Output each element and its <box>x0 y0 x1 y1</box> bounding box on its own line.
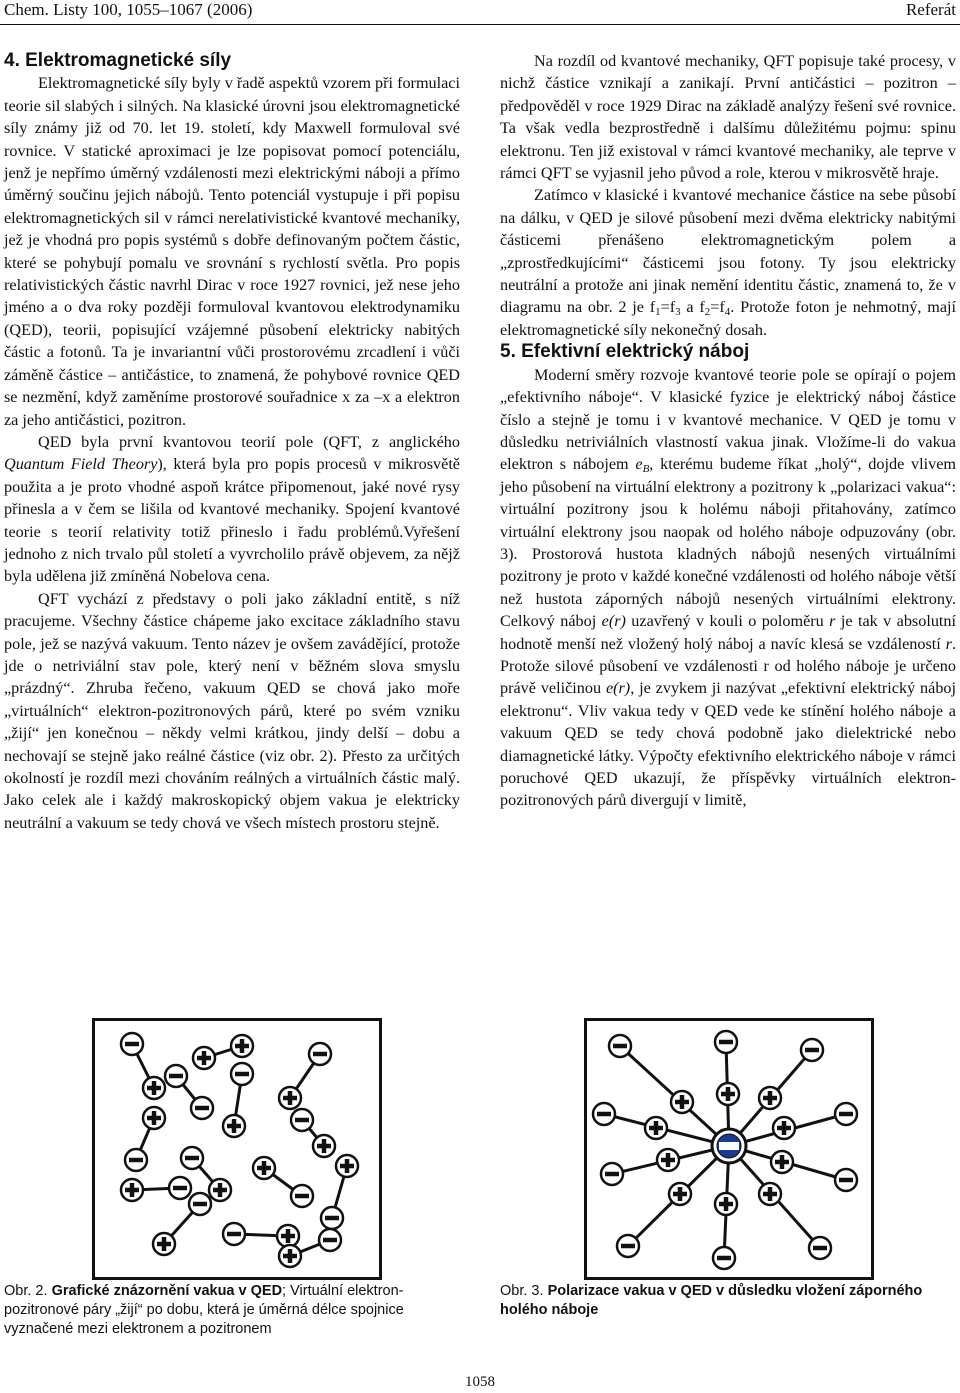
electron-icon <box>231 1063 253 1085</box>
electron-icon <box>291 1185 313 1207</box>
positron-icon <box>717 1083 739 1105</box>
article-type: Referát <box>905 0 956 19</box>
positron-icon <box>279 1245 301 1267</box>
header-rule <box>0 24 960 25</box>
electron-icon <box>809 1237 831 1259</box>
paragraph: Moderní směry rozvoje kvantové teorie pole se opírají o pojem „efektivního náboje“. V klasické fyzice je elektrický náboj částice číslo a stejně je tomu i v kvantové mechanice. V QED je tomu v důsledku netriviálních vlastností vakua jinak. Vložíme-li do vakua elektron s nábojem $e_B$, kterému budeme říkat „holý“, dojde vlivem jeho působení na virtuální elektrony a pozitrony k „polarizaci vakua“: virtuální pozitrony jsou k holému náboji přitahovány, zatímco virtuální elektrony jsou naopak od holého náboje odpuzovány (obr. 3). Prostorová hustota kladných nábojů nesených virtuálními pozitrony je proto v každé konečné vzdálenosti od holého náboje větší než hustota záporných nábojů nesených virtuálními elektrony. Celkový náboj e(r) uzavřený v kouli o poloměru r je tak v absolutní hodnotě menší než vložený holý náboj a navíc klesá se vzdáleností r. Protože silové působení ve vzdálenosti r od holého náboje je určeno právě veličinou e(r), je zvykem ji nazývat „efektivní elektrický náboj elektronu“. Vliv vakua tedy v QED vede ke stínění holého náboje a vakuum QED se tedy chová podobně jako dielektrické nebo diamagnetické látky. Výpočty efektivního elektrického náboje v rámci poruchové QED ukazují, že příspěvky virtuálních elektron-pozitronových párů divergují v limitě, <box>500 365 957 810</box>
positron-icon <box>313 1135 335 1157</box>
positron-icon <box>121 1179 143 1201</box>
electron-icon <box>593 1103 615 1125</box>
electron-icon <box>835 1169 857 1191</box>
positron-icon <box>645 1117 667 1139</box>
electron-icon <box>319 1229 341 1251</box>
positron-icon <box>669 1183 691 1205</box>
positron-icon <box>759 1087 781 1109</box>
paragraph: Elektromagnetické síly byly v řadě aspektů vzorem při formulaci teorie sil slabých i silných. Na klasické úrovni jsou elektromagnetické síly známy již od 70. let 19. století, kdy Maxwell formuloval své rovnice. V statické aproximaci je lze popisovat pomocí potenciálu, jenž je nepřímo úměrný vzdálenosti mezi elektrickými náboji a přímo úměrný součinu jejich nábojů. Tento potenciál vystupuje i při popisu elektromagnetických sil v rámci nerelativistické kvantové mechaniky, jež je vhodná pro popis systémů s dobře definovaným počtem částic, které se pohybují pomalu ve srovnání s rychlostí světla. Pro popis relativistických částic navrhl Dirac v roce 1927 rovnici, jež nese jeho jméno a o dva roky později formuloval kvantovou elektrodynamiku (QED), teorii, popisující vzájemné působení elektricky nabitých částic a fotonů. Ta je invariantní vůči prostorovému zrcadlení i vůči záměně částice – antičástice, to znamená, že pohybové rovnice QED se nezmění, když zaměníme prostorové souřadnice x za –x a elektron za jeho antičástici, pozitron. <box>4 74 460 429</box>
electron-icon <box>713 1247 735 1269</box>
electron-icon <box>189 1193 211 1215</box>
paragraph: Zatímco v klasické i kvantové mechanice částice na sebe působí na dálku, v QED je silové působení mezi dvěma elektricky nabitými částicemi přenášeno elektromagnetickým polem a „zprostředkujícími“ částicemi jsou fotony. Ty jsou elektricky neutrální a protože ani jinak nemění identitu částic, znamená to, že v diagramu na obr. 2 je $f_1=f_3$ a $f_2=f_4$. Protože foton je nehmotný, mají elektromagnetické síly nekonečný dosah. <box>500 186 957 339</box>
electron-icon <box>191 1097 213 1119</box>
bare-charge-icon <box>712 1129 746 1163</box>
journal-citation: Chem. Listy 100, 1055–1067 (2006) <box>4 0 253 19</box>
positron-icon <box>657 1149 679 1171</box>
electron-icon <box>223 1223 245 1245</box>
right-column <box>500 50 956 812</box>
left-column <box>4 50 460 834</box>
electron-icon <box>617 1235 639 1257</box>
electron-icon <box>291 1109 313 1131</box>
figure-2-vacuum-diagram <box>92 1018 382 1280</box>
figure-3-caption: Obr. 3. Polarizace vakua v QED v důsledku vložení záporného holého náboje <box>500 1283 923 1318</box>
section-title-4: 4. Elektromagnetické síly <box>4 50 232 71</box>
positron-icon <box>143 1107 165 1129</box>
electron-icon <box>835 1103 857 1125</box>
positron-icon <box>773 1117 795 1139</box>
electron-icon <box>715 1031 737 1053</box>
electron-icon <box>609 1035 631 1057</box>
positron-icon <box>277 1225 299 1247</box>
paragraph: Na rozdíl od kvantové mechaniky, QFT popisuje také procesy, v nichž částice vznikají a zanikají. První antičástici – pozitron – předpověděl v roce 1929 Dirac na základě analýzy řešení své rovnice. Ta však vedla bezprostředně i dalšímu důležitému pojmu: spinu elektronu. Ten již existoval v rámci kvantové mechaniky, ale teprve v rámci QFT se vyjasnil jeho původ a role, kterou v mikrosvětě hraje. <box>500 52 956 183</box>
positron-icon <box>336 1155 358 1177</box>
positron-icon <box>209 1179 231 1201</box>
paragraph: QFT vychází z představy o poli jako základní entitě, s níž pracujeme. Všechny částice chápeme jako excitace základního stavu pole, jež se nazývá vakuum. Tento název je ovšem zavádějící, protože jde o netriviální stav pole, který není v běžném slova smyslu „prázdný“. Zhruba řečeno, vakuum QED se chová jako moře „virtuálních“ elektron-pozitronových párů, které po svém vzniku „žijí“ jen konečnou – někdy velmi krátkou, jindy delší – dobu a nechovají se stejně jako reálné částice (viz obr. 2). Přesto za určitých okolností je rozdíl mezi chováním reálných a virtuálních částic malý. Jako celek ale i každý makroskopický objem vakua je elektricky neutrální a vakuum se tedy chová ve všech místech prostoru stejně. <box>4 589 460 832</box>
electron-icon <box>321 1207 343 1229</box>
positron-icon <box>223 1115 245 1137</box>
electron-icon <box>125 1149 147 1171</box>
figure-2-caption: Obr. 2. Grafické znázornění vakua v QED; Virtuální elektron-pozitronové páry „žijí“ po dobu, která je úměrná délce spojnice vyznačené mezi elektronem a pozitronem <box>4 1283 404 1337</box>
positron-icon <box>143 1077 165 1099</box>
figure-3-polarization-diagram <box>584 1018 874 1280</box>
paragraph: QED byla první kvantovou teorií pole (QFT, z anglického Quantum Field Theory), která byla pro popis procesů v mikrosvětě použita a je proto vhodné aspoň krátce připomenout, jaké nové rysy přinesla a v čem se lišila od kvantové mechaniky. Spojení kvantové teorie s teorií relativity totiž přineslo i řadu problémů.Vyřešení jednoho z nich trvalo půl století a vyvrcholilo právě objevem, za nějž byla udělena již zmíněná Nobelova cena. <box>4 432 460 586</box>
electron-icon <box>601 1163 623 1185</box>
page-number: 1058 <box>465 1374 495 1390</box>
electron-icon <box>165 1065 187 1087</box>
electron-icon <box>121 1033 143 1055</box>
positron-icon <box>715 1193 737 1215</box>
positron-icon <box>231 1035 253 1057</box>
electron-icon <box>181 1147 203 1169</box>
positron-icon <box>253 1157 275 1179</box>
electron-icon <box>801 1039 823 1061</box>
electron-icon <box>169 1177 191 1199</box>
section-title-5: 5. Efektivní elektrický náboj <box>500 341 750 363</box>
positron-icon <box>279 1087 301 1109</box>
electron-icon <box>309 1043 331 1065</box>
positron-icon <box>153 1233 175 1255</box>
positron-icon <box>771 1151 793 1173</box>
positron-icon <box>759 1183 781 1205</box>
running-header <box>0 0 960 22</box>
positron-icon <box>671 1091 693 1113</box>
positron-icon <box>193 1047 215 1069</box>
